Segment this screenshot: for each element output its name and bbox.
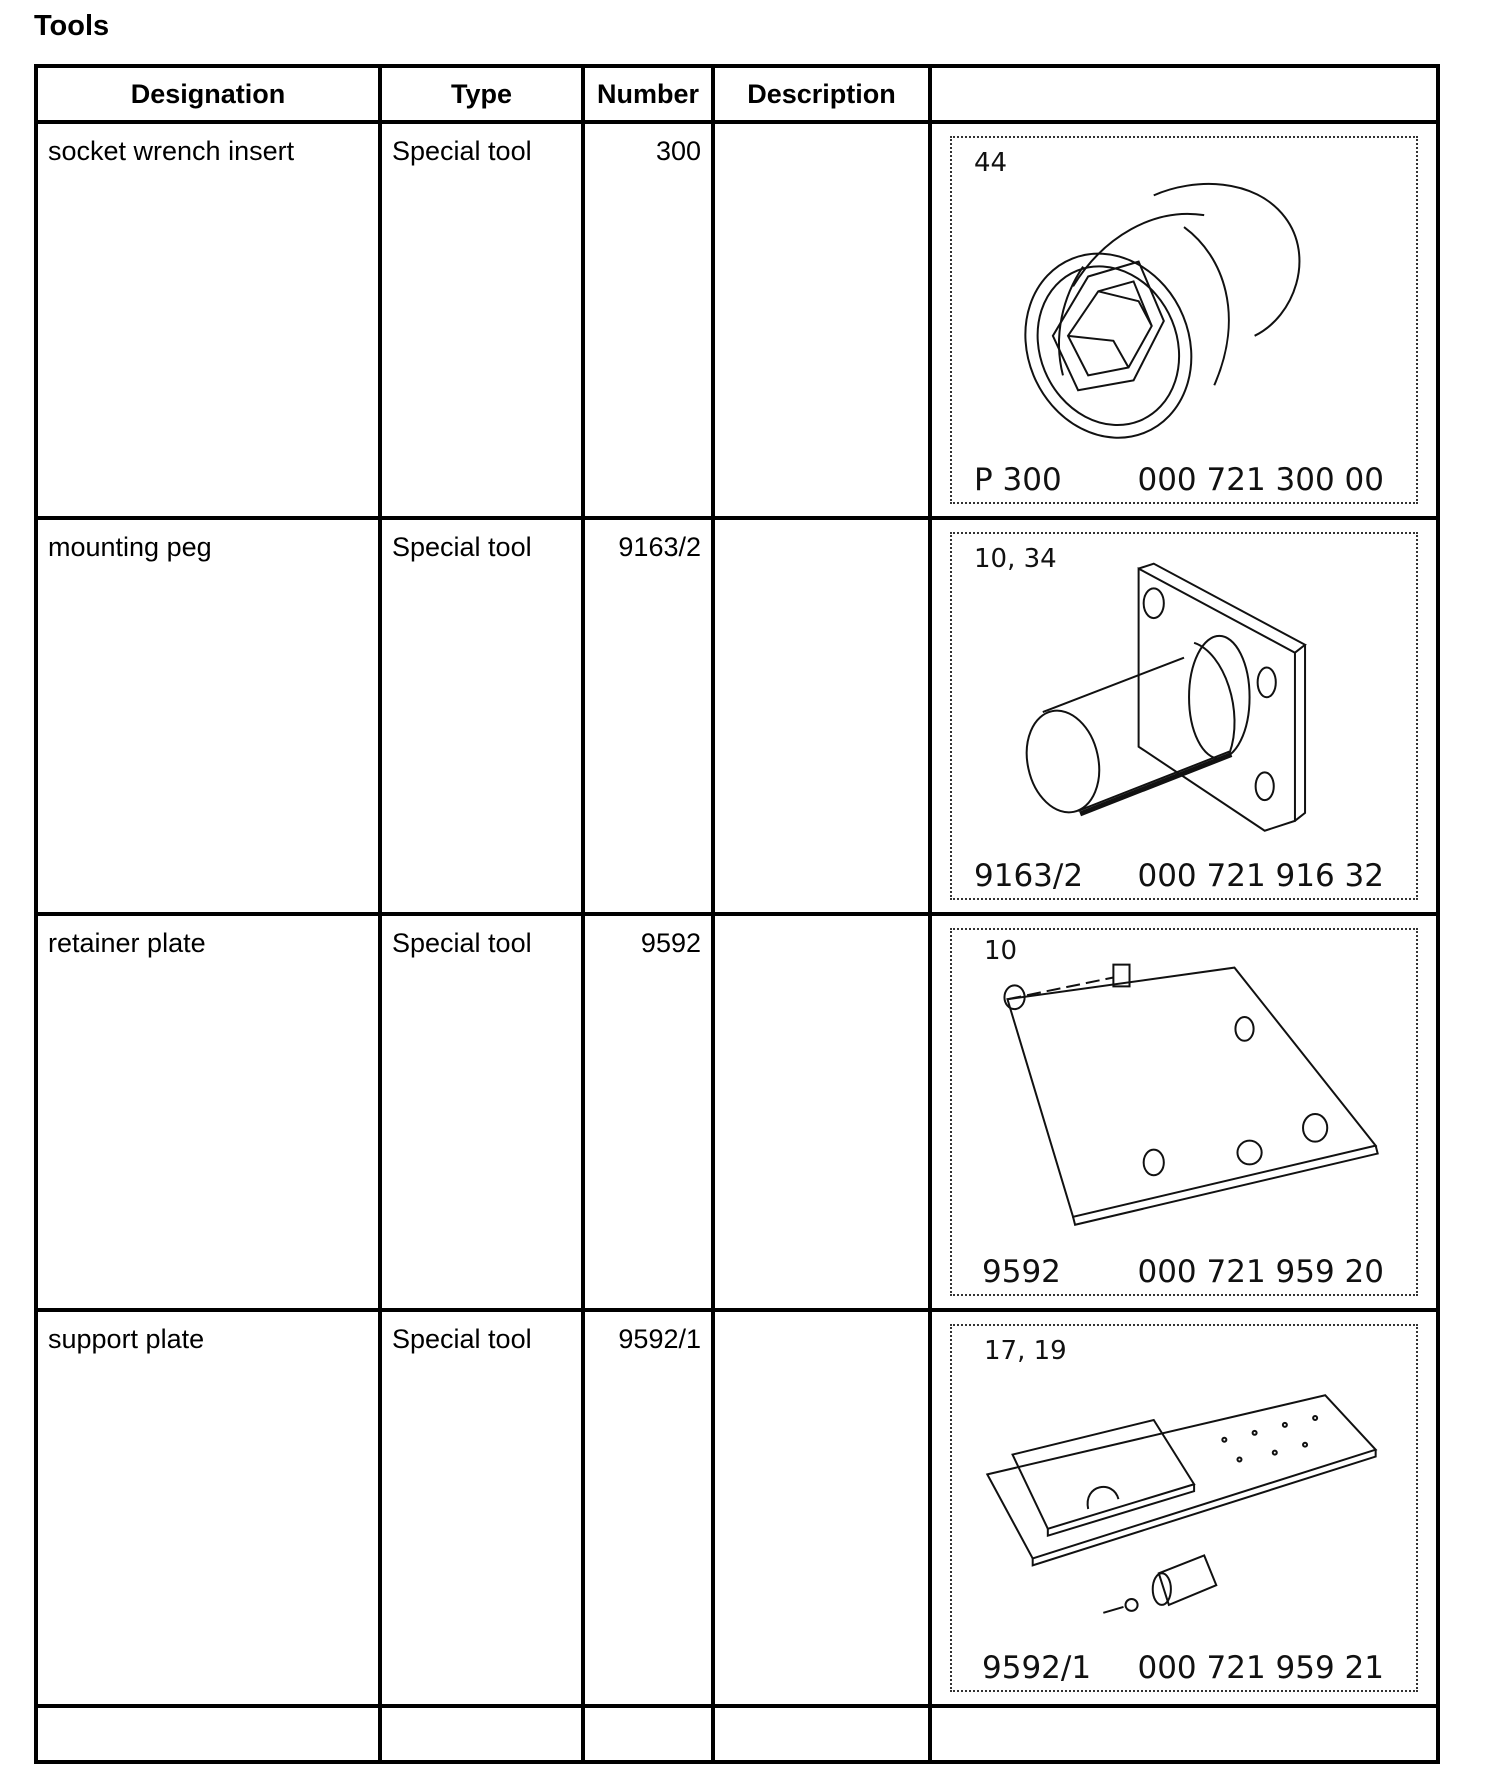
cell-designation	[36, 518, 380, 914]
page-heading: Tools	[34, 10, 110, 42]
figure-caption	[982, 1650, 1384, 1686]
figure-caption-left: 9163/2	[974, 858, 1084, 894]
table-row	[36, 518, 1438, 914]
designation-text: socket wrench insert	[48, 136, 295, 166]
table-header-row	[36, 66, 1438, 122]
column-header-figure	[930, 66, 1438, 122]
figure-caption-left: P 300	[974, 462, 1062, 498]
cell-empty	[380, 1706, 583, 1762]
designation-text: retainer plate	[48, 928, 206, 958]
cell-designation	[36, 122, 380, 518]
table-row	[36, 122, 1438, 518]
cell-designation	[36, 914, 380, 1310]
column-header-number: Number	[583, 66, 713, 122]
figure-frame	[950, 136, 1418, 504]
cell-empty	[930, 1706, 1438, 1762]
column-header-description: Description	[713, 66, 930, 122]
cell-number	[583, 122, 713, 518]
type-text: Special tool	[392, 1324, 532, 1354]
support-plate-drawing	[952, 1326, 1416, 1690]
description-text	[715, 124, 928, 136]
column-header-type: Type	[380, 66, 583, 122]
cell-number	[583, 518, 713, 914]
description-text	[715, 520, 928, 532]
type-text: Special tool	[392, 532, 532, 562]
figure-caption-right: 000 721 300 00	[1137, 462, 1384, 498]
cell-type	[380, 518, 583, 914]
cell-designation	[36, 1310, 380, 1706]
figure-ref: 10, 34	[974, 544, 1057, 574]
table-row	[36, 914, 1438, 1310]
cell-description	[713, 1310, 930, 1706]
cell-type	[380, 1310, 583, 1706]
designation-text: support plate	[48, 1324, 205, 1354]
socket-wrench-insert-drawing	[952, 138, 1416, 502]
figure-caption	[974, 858, 1384, 894]
column-header-designation: Designation	[36, 66, 380, 122]
figure-frame	[950, 532, 1418, 900]
figure-caption-right: 000 721 959 21	[1137, 1650, 1384, 1686]
figure-caption-right: 000 721 959 20	[1137, 1254, 1384, 1290]
type-text: Special tool	[392, 136, 532, 166]
figure-caption	[982, 1254, 1384, 1290]
number-text: 9163/2	[618, 532, 701, 562]
description-text	[715, 1312, 928, 1324]
number-text: 9592	[640, 928, 701, 958]
figure-ref: 17, 19	[984, 1336, 1067, 1366]
retainer-plate-drawing	[952, 930, 1416, 1294]
designation-text: mounting peg	[48, 532, 212, 562]
mounting-peg-drawing	[952, 534, 1416, 898]
cell-figure	[930, 122, 1438, 518]
cell-description	[713, 518, 930, 914]
cell-empty	[713, 1706, 930, 1762]
description-text	[715, 916, 928, 928]
figure-caption-left: 9592/1	[982, 1650, 1092, 1686]
figure-frame	[950, 928, 1418, 1296]
cell-empty	[36, 1706, 380, 1762]
figure-caption-right: 000 721 916 32	[1137, 858, 1384, 894]
number-text: 300	[655, 136, 701, 166]
cell-type	[380, 122, 583, 518]
figure-frame	[950, 1324, 1418, 1692]
tools-table	[34, 64, 1440, 1764]
table-row-empty	[36, 1706, 1438, 1762]
cell-number	[583, 1310, 713, 1706]
cell-description	[713, 122, 930, 518]
cell-figure	[930, 518, 1438, 914]
number-text: 9592/1	[618, 1324, 701, 1354]
cell-figure	[930, 914, 1438, 1310]
cell-empty	[583, 1706, 713, 1762]
cell-type	[380, 914, 583, 1310]
cell-number	[583, 914, 713, 1310]
figure-caption-left: 9592	[982, 1254, 1061, 1290]
figure-ref: 10	[984, 936, 1018, 966]
cell-figure	[930, 1310, 1438, 1706]
table-row	[36, 1310, 1438, 1706]
figure-caption	[974, 462, 1384, 498]
figure-ref: 44	[974, 148, 1008, 178]
cell-description	[713, 914, 930, 1310]
type-text: Special tool	[392, 928, 532, 958]
